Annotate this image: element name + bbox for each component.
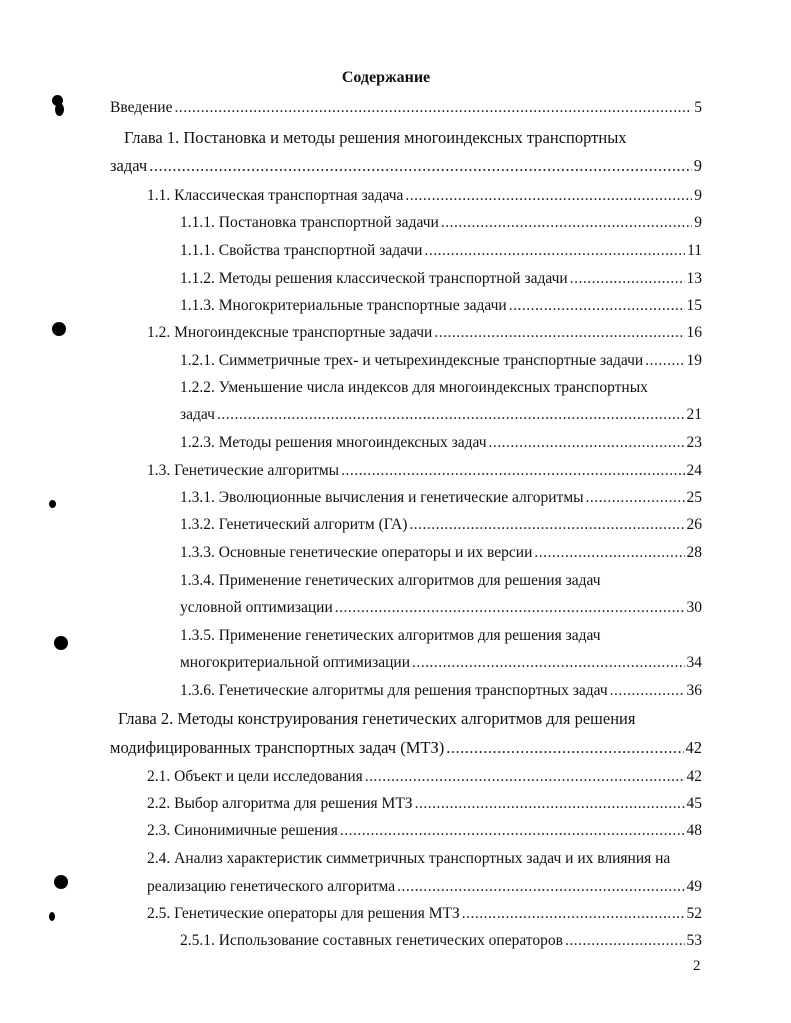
toc-entry-page: 5	[694, 99, 702, 116]
toc-entry-text: Введение	[110, 99, 173, 116]
toc-entry-text: 1.2. Многоиндексные транспортные задачи	[147, 324, 433, 341]
toc-entry	[147, 322, 702, 344]
toc-entry	[180, 432, 702, 454]
toc-entry-page: 48	[686, 822, 702, 839]
toc-entry	[147, 820, 702, 842]
toc-entry	[147, 903, 702, 925]
scan-artifact-mark	[49, 500, 56, 508]
toc-entry-text: 1.1.1. Свойства транспортной задачи	[180, 242, 423, 259]
toc-entry	[180, 652, 702, 674]
toc-entry-text: 1.2.3. Методы решения многоиндексных задач	[180, 434, 487, 451]
page-number: 2	[693, 958, 701, 974]
toc-entry-page: 42	[686, 768, 702, 785]
toc-entry-page: 30	[686, 599, 702, 616]
toc-entry-page: 42	[685, 738, 702, 757]
toc-entry	[180, 295, 702, 317]
toc-entry	[180, 597, 702, 619]
toc-entry	[180, 240, 702, 262]
toc-entry-text: 1.3.4. Применение генетических алгоритмов для решения задач	[180, 572, 601, 589]
toc-entry-page: 21	[686, 406, 702, 423]
toc-entry-page: 49	[686, 878, 702, 895]
toc-entry-text: 1.1.2. Методы решения классической транспортной задачи	[180, 270, 568, 287]
toc-entry-page: 24	[686, 462, 702, 479]
toc-entry-page: 13	[686, 270, 702, 287]
toc-entry-text: 1.1.3. Многокритериальные транспортные задачи	[180, 297, 507, 314]
toc-entry-text: 1.3.2. Генетический алгоритм (ГА)	[180, 516, 408, 533]
page-title: Содержание	[341, 69, 431, 86]
toc-entry-text: 1.3. Генетические алгоритмы	[147, 462, 340, 479]
toc-entry-page: 23	[686, 434, 702, 451]
toc-entry-text-cont: многокритериальной оптимизации	[180, 654, 410, 671]
toc-entry-page: 45	[686, 795, 702, 812]
toc-entry-page: 9	[693, 156, 702, 175]
toc-entry-text: 1.3.3. Основные генетические операторы и их версии	[180, 544, 533, 561]
toc-entry-text-cont: задач	[180, 406, 215, 423]
toc-entry-text-cont: реализацию генетического алгоритма	[147, 878, 396, 895]
toc-entry	[110, 155, 702, 177]
toc-entry	[147, 876, 702, 898]
toc-entry-page: 26	[686, 516, 702, 533]
toc-entry	[180, 212, 702, 234]
toc-entry	[147, 766, 702, 788]
toc-entry-page: 36	[686, 682, 702, 699]
toc-entry-text: 2.5. Генетические операторы для решения МТЗ	[147, 905, 460, 922]
toc-entry-page: 34	[686, 654, 702, 671]
toc-entry-page: 19	[686, 352, 702, 369]
toc-entry-text: 1.3.1. Эволюционные вычисления и генетические алгоритмы	[180, 489, 584, 506]
toc-entry	[110, 97, 702, 119]
scan-artifact-mark	[54, 875, 68, 889]
toc-entry-page: 16	[686, 324, 702, 341]
scan-artifact-mark	[49, 912, 55, 921]
toc-entry-text: 2.2. Выбор алгоритма для решения МТЗ	[147, 795, 413, 812]
toc-entry-page: 11	[687, 242, 702, 259]
toc-entry-text-cont: условной оптимизации	[180, 599, 333, 616]
toc-entry-text: 1.2.2. Уменьшение числа индексов для многоиндексных транспортных	[180, 379, 648, 396]
toc-entry-text-cont: задач	[110, 156, 148, 175]
toc-entry-page: 28	[686, 544, 702, 561]
toc-entry-page: 9	[694, 187, 702, 204]
toc-entry-text: 1.3.6. Генетические алгоритмы для решения транспортных задач	[180, 682, 608, 699]
toc-entry	[180, 404, 702, 426]
scan-artifact-mark	[54, 636, 68, 650]
toc-entry-text: Глава 2. Методы конструирования генетических алгоритмов для решения	[118, 709, 636, 728]
toc-entry-text: 1.3.5. Применение генетических алгоритмов для решения задач	[180, 627, 601, 644]
scan-artifact-mark	[52, 322, 66, 336]
toc-entry	[180, 542, 702, 564]
toc-entry-text: 1.1.1. Постановка транспортной задачи	[180, 214, 439, 231]
toc-entry	[110, 737, 702, 759]
toc-entry	[180, 487, 702, 509]
toc-entry-text: 2.3. Синонимичные решения	[147, 822, 338, 839]
toc-entry	[180, 930, 702, 952]
toc-entry	[147, 793, 702, 815]
toc-entry-text: 2.5.1. Использование составных генетических операторов	[180, 932, 563, 949]
toc-entry	[180, 350, 702, 372]
toc-entry-text: 2.1. Объект и цели исследования	[147, 768, 363, 785]
toc-entry-page: 52	[686, 905, 702, 922]
toc-entry-text: 1.1. Классическая транспортная задача	[147, 187, 404, 204]
toc-entry-text-cont: модифицированных транспортных задач (МТЗ)	[110, 738, 445, 757]
toc-entry	[180, 514, 702, 536]
toc-entry	[180, 268, 702, 290]
toc-entry-page: 25	[686, 489, 702, 506]
toc-entry-page: 9	[694, 214, 702, 231]
toc-entry	[180, 680, 702, 702]
toc-entry-text: 1.2.1. Симметричные трех- и четырехиндексные транспортные задачи	[180, 352, 644, 369]
toc-entry-page: 53	[686, 932, 702, 949]
scan-artifact-mark	[55, 103, 64, 116]
toc-entry-text: 2.4. Анализ характеристик симметричных транспортных задач и их влияния на	[147, 850, 671, 867]
toc-entry	[147, 185, 702, 207]
toc-entry-page: 15	[686, 297, 702, 314]
toc-entry	[147, 460, 702, 482]
toc-entry-text: Глава 1. Постановка и методы решения многоиндексных транспортных	[124, 128, 627, 147]
